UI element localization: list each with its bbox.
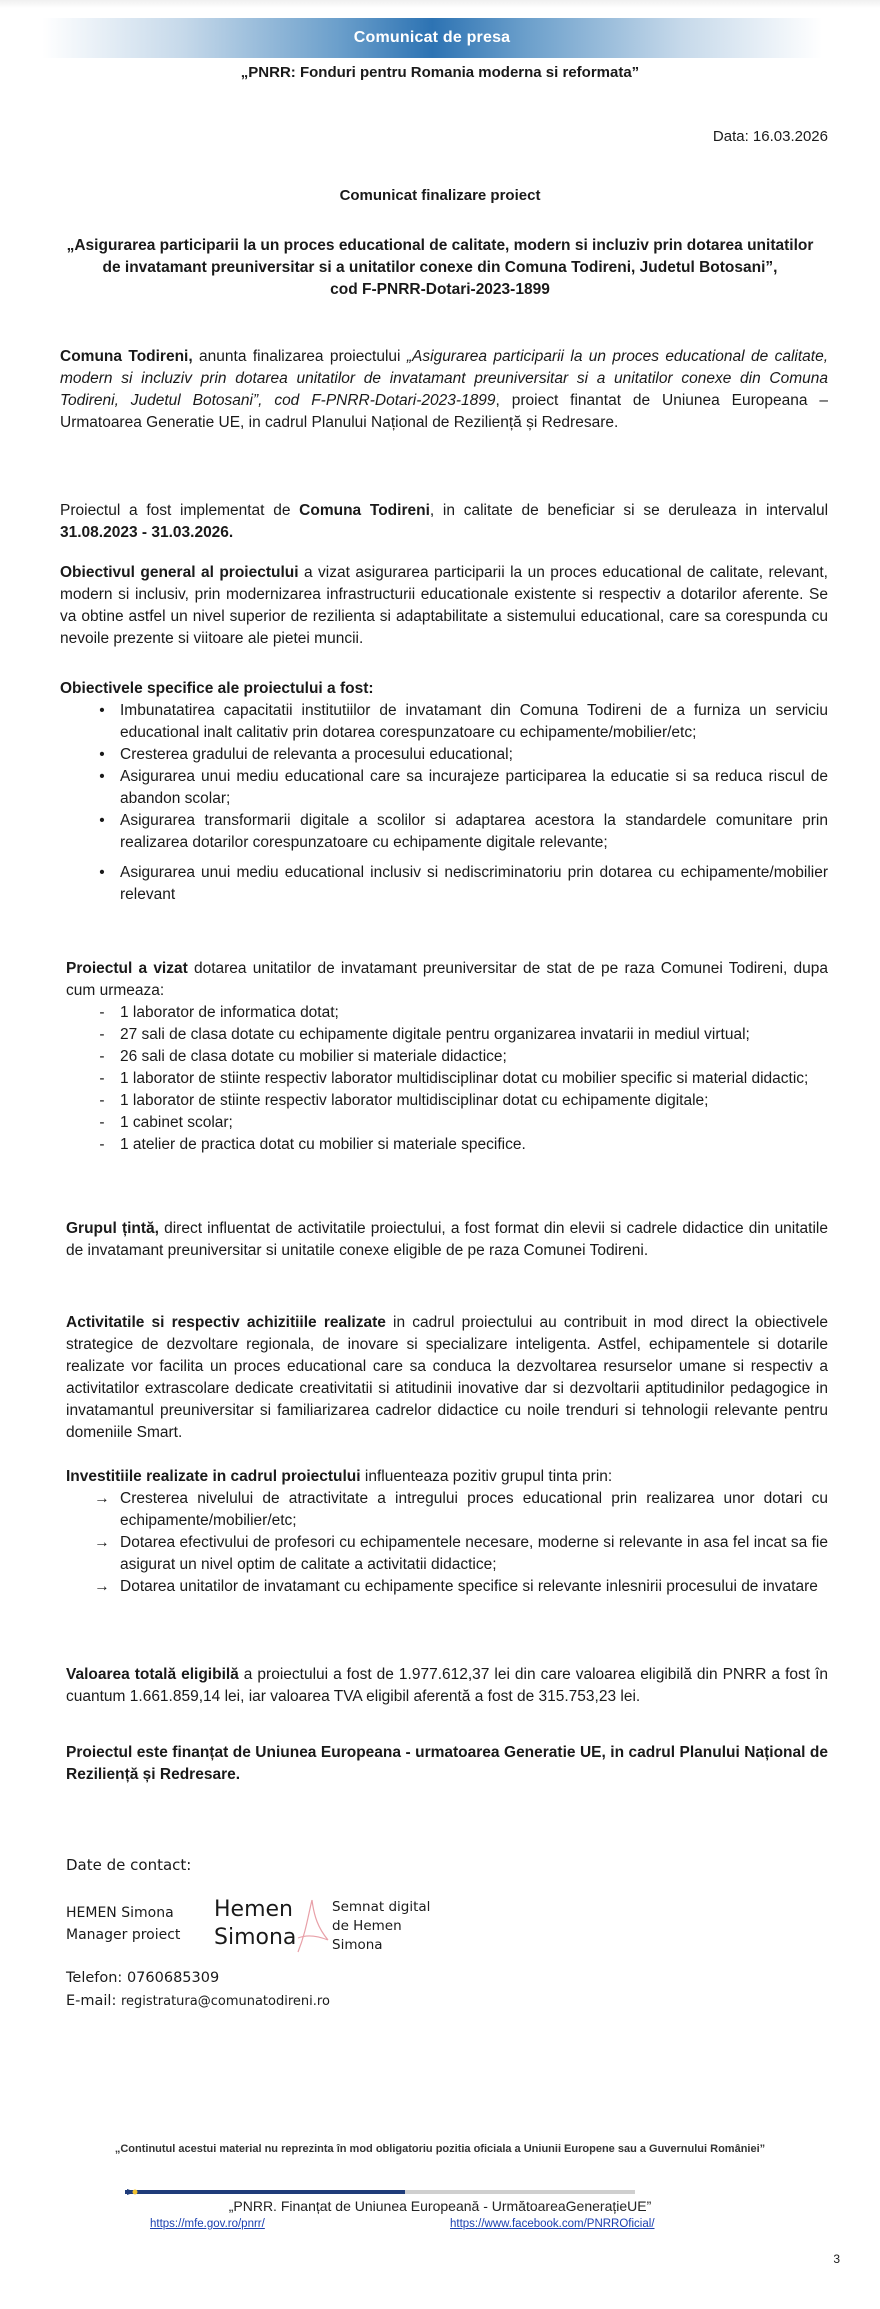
investments-label: Investitiile realizate in cadrul proiectului bbox=[66, 1468, 361, 1485]
page-number: 3 bbox=[833, 2252, 840, 2266]
intro-text-end: , proiect finantat de Uniunea Europeana – Urmatoarea Generatie UE, in cadrul Planului Național de Reziliență și Redresare. bbox=[60, 392, 828, 431]
link-mfe-pnrr[interactable]: https://mfe.gov.ro/pnrr/ bbox=[150, 2218, 265, 2230]
intro-text: anunta finalizarea proiectului bbox=[192, 348, 407, 365]
bullet-icon: • bbox=[99, 746, 105, 763]
list-item bbox=[99, 862, 828, 906]
pnrr-value: 1.661.859,14 lei bbox=[129, 1688, 241, 1705]
list-item bbox=[99, 1090, 828, 1112]
signature-note-line-1: Semnat digital bbox=[332, 1899, 431, 1915]
project-title bbox=[60, 235, 820, 301]
eligible-value-paragraph bbox=[66, 1664, 828, 1708]
list-item bbox=[99, 1002, 828, 1024]
link-facebook-pnrr[interactable]: https://www.facebook.com/PNRROficial/ bbox=[450, 2218, 655, 2230]
implementation-text: Proiectul a fost implementat de bbox=[60, 502, 300, 519]
arrow-right-icon: → bbox=[94, 1578, 110, 1595]
project-targets-text: dotarea unitatilor de invatamant preuniversitar de stat de pe raza Comunei Todireni, dupa cum urmeaza: bbox=[66, 960, 829, 999]
list-item-text: Cresterea nivelului de atractivitate a intregului proces educational prin realizarea unor dotari cu echipamente/mobilier/etc; bbox=[120, 1490, 828, 1529]
list-item-text: Cresterea gradului de relevanta a procesului educational; bbox=[120, 746, 513, 763]
investments-list bbox=[66, 1488, 828, 1598]
arrow-right-icon: → bbox=[94, 1534, 110, 1551]
general-objective-paragraph bbox=[60, 562, 828, 650]
project-targets-list bbox=[66, 1002, 828, 1156]
list-item-text: Imbunatatirea capacitatii institutiilor de invatamant din Comuna Todireni de a furniza un serviciu educational inalt calitativ prin dotarea corespunzatoare cu echipamente/mobilier/etc; bbox=[120, 702, 828, 741]
activities-text: in cadrul proiectului au contribuit in mod direct la obiectivele strategice de dezvoltare regionala, de inovare si specializare inteligenta. Astfel, echipamentele si dotarile realizate vor facilita un proces educational care sa conduca la dezvoltarea resurselor umane si respectiv a activitatilor extrascolare dedicate creativitatii si atitudinii inovative dar si dezvoltarii aptitudinilor pedagogice in invatamantul preuniversitar si familiarizarea cadrelor didactice cu noile trenduri si tehnologii relevante pentru domeniile Smart. bbox=[66, 1314, 828, 1441]
document-heading: Comunicat finalizare proiect bbox=[339, 187, 541, 204]
list-item bbox=[99, 1068, 828, 1090]
list-item bbox=[99, 1046, 828, 1068]
tva-value: 315.753,23 lei bbox=[538, 1688, 636, 1705]
list-item bbox=[99, 766, 828, 810]
signature-name bbox=[214, 1896, 296, 1952]
dash-icon: - bbox=[99, 1092, 105, 1109]
general-objective-text: a vizat asigurarea participarii la un proces educational de calitate, relevant, modern si inclusiv, prin modernizarea infrastructurii educationale existente si respectiv a dotarilor aferente. Se va obtine astfel un nivel superior de rezilienta si adaptabilitate a sistemului educational, care sa corespunda cu nevoile prezente si viitoare ale pietei muncii. bbox=[60, 564, 828, 647]
implementation-text-2: , in calitate de beneficiar si se deruleaza in intervalul bbox=[429, 502, 829, 519]
bullet-icon: • bbox=[99, 864, 105, 881]
list-item bbox=[94, 1576, 828, 1598]
target-group-paragraph bbox=[66, 1218, 828, 1262]
funding-statement bbox=[66, 1742, 828, 1786]
footer-bar bbox=[125, 2190, 635, 2194]
phone-label: Telefon: bbox=[66, 1970, 123, 1986]
eu-star-icon bbox=[127, 2188, 141, 2196]
value-text: a proiectului a fost de bbox=[238, 1666, 399, 1683]
contact-name: HEMEN Simona bbox=[66, 1905, 174, 1921]
footer-bar-blue bbox=[125, 2190, 405, 2194]
value-text-3: , iar valoarea TVA eligibil aferentă a fost de bbox=[240, 1688, 539, 1705]
signature-note-line-2: de Hemen bbox=[332, 1918, 402, 1934]
list-item-text: 1 cabinet scolar; bbox=[120, 1114, 233, 1131]
list-item bbox=[99, 1112, 828, 1134]
contact-person bbox=[66, 1902, 180, 1946]
total-value: 1.977.612,37 lei bbox=[398, 1666, 510, 1683]
value-text-4: . bbox=[635, 1688, 641, 1705]
bullet-icon: • bbox=[99, 702, 105, 719]
signature-note-line-3: Simona bbox=[332, 1937, 383, 1953]
phone-value: 0760685309 bbox=[126, 1970, 220, 1986]
list-item-text: Asigurarea unui mediu educational inclusiv si nediscriminatoriu prin dotarea cu echipamente/mobilier relevant bbox=[120, 864, 828, 903]
target-group-text: direct influentat de activitatile proiectului, a fost format din elevii si cadrele didactice din unitatile de invatamant preuniversitar si unitatile conexe eligible de pe raza Comunei Todireni. bbox=[66, 1220, 828, 1259]
contact-label: Date de contact: bbox=[66, 1856, 192, 1874]
activities-paragraph bbox=[66, 1312, 828, 1444]
contact-role: Manager proiect bbox=[66, 1927, 181, 1943]
top-shadow bbox=[0, 0, 880, 8]
list-item-text: 27 sali de clasa dotate cu echipamente digitale pentru organizarea invatarii in mediul virtual; bbox=[120, 1026, 750, 1043]
footer-disclaimer: „Continutul acestui material nu reprezinta în mod obligatoriu pozitia oficiala a Uniunii Europene sau a Guvernului României” bbox=[114, 2143, 766, 2155]
list-item bbox=[99, 744, 828, 766]
list-item-text: 1 atelier de practica dotat cu mobilier si materiale specifice. bbox=[120, 1136, 526, 1153]
dash-icon: - bbox=[99, 1114, 105, 1131]
date-label: Data: bbox=[712, 128, 749, 145]
dash-icon: - bbox=[99, 1070, 105, 1087]
signature-name-line-2: Simona bbox=[214, 1925, 297, 1950]
document-date bbox=[713, 128, 828, 145]
project-targets-label: Proiectul a vizat bbox=[66, 960, 188, 977]
specific-objectives-list bbox=[60, 700, 828, 906]
list-item-text: Dotarea efectivului de profesori cu echipamentele necesare, moderne si relevante in asa fel incat sa fie asigurat un nivel optim de calitate a activitatii didactice; bbox=[120, 1534, 828, 1573]
date-value: 16.03.2026 bbox=[752, 128, 828, 145]
list-item-text: 26 sali de clasa dotate cu mobilier si materiale didactice; bbox=[120, 1048, 507, 1065]
signature-name-line-1: Hemen bbox=[214, 1897, 293, 1922]
digital-signature-icon bbox=[292, 1898, 332, 1956]
project-targets-section bbox=[66, 958, 828, 1156]
list-item bbox=[99, 1134, 828, 1156]
implementation-beneficiary: Comuna Todireni bbox=[299, 502, 430, 519]
project-title-text: „Asigurarea participarii la un proces educational de calitate, modern si incluziv prin dotarea unitatilor de invatamant preuniversitar si a unitatilor conexe din Comuna Todireni, Judetul Botosani”, bbox=[66, 237, 814, 276]
target-group-label: Grupul țintă, bbox=[66, 1220, 159, 1237]
dash-icon: - bbox=[99, 1048, 105, 1065]
dash-icon: - bbox=[99, 1136, 105, 1153]
project-code: cod F-PNRR-Dotari-2023-1899 bbox=[330, 281, 550, 298]
list-item bbox=[94, 1488, 828, 1532]
dash-icon: - bbox=[99, 1026, 105, 1043]
intro-beneficiary: Comuna Todireni, bbox=[60, 348, 193, 365]
eligible-value-label: Valoarea totală eligibilă bbox=[66, 1666, 239, 1683]
digital-signature-note bbox=[332, 1898, 430, 1955]
list-item bbox=[99, 1024, 828, 1046]
specific-objectives-section bbox=[60, 678, 828, 906]
funding-text: Proiectul este finanțat de Uniunea Europeana - urmatoarea Generatie UE, in cadrul Planului Național de Reziliență și Redresare. bbox=[66, 1744, 828, 1783]
arrow-right-icon: → bbox=[94, 1490, 110, 1507]
bullet-icon: • bbox=[99, 768, 105, 785]
footer-pnrr-line: „PNRR. Finanțat de Uniunea Europeană - UrmătoareaGenerațieUE” bbox=[228, 2198, 652, 2214]
bullet-icon: • bbox=[99, 812, 105, 829]
investments-section bbox=[66, 1466, 828, 1598]
activities-label: Activitatile si respectiv achizitiile realizate bbox=[66, 1314, 386, 1331]
list-item-text: Asigurarea transformarii digitale a scolilor si adaptarea acestora la standardele comunitare prin realizarea dotarilor corespunzatoare cu echipamente digitale relevante; bbox=[120, 812, 828, 851]
general-objective-label: Obiectivul general al proiectului bbox=[60, 564, 299, 581]
list-item-text: 1 laborator de informatica dotat; bbox=[120, 1004, 339, 1021]
list-item-text: Asigurarea unui mediu educational care sa incurajeze participarea la educatie si sa reduca riscul de abandon scolar; bbox=[120, 768, 828, 807]
list-item bbox=[99, 700, 828, 744]
value-text-2: din care valoarea eligibilă din PNRR a fost în cuantum bbox=[66, 1666, 828, 1705]
intro-project-name: „Asigurarea participarii la un proces educational de calitate, modern si incluziv prin dotarea unitatilor de invatamant preuniversitar si a unitatilor conexe din Comuna Todireni, Judetul Botosani”, cod F-PNRR-Dotari-2023-1899 bbox=[60, 348, 829, 409]
list-item-text: 1 laborator de stiinte respectiv laborator multidisciplinar dotat cu mobilier specific si material didactic; bbox=[120, 1070, 809, 1087]
header-banner bbox=[42, 18, 822, 58]
list-item-text: Dotarea unitatilor de invatamant cu echipamente specifice si relevante inlesnirii procesului de invatare bbox=[120, 1578, 818, 1595]
email-value: registratura@comunatodireni.ro bbox=[120, 1994, 330, 2009]
list-item bbox=[94, 1532, 828, 1576]
investments-text: influenteaza pozitiv grupul tinta prin: bbox=[360, 1468, 613, 1485]
contact-email bbox=[66, 1993, 330, 2009]
implementation-paragraph bbox=[60, 500, 828, 544]
intro-paragraph bbox=[60, 346, 828, 434]
email-label: E-mail: bbox=[66, 1993, 117, 2009]
contact-phone bbox=[66, 1970, 219, 1986]
list-item-text: 1 laborator de stiinte respectiv laborator multidisciplinar dotat cu echipamente digitale; bbox=[120, 1092, 709, 1109]
slogan-subtitle: „PNRR: Fonduri pentru Romania moderna si reformata” bbox=[240, 64, 640, 81]
banner-title: Comunicat de presa bbox=[353, 29, 511, 46]
implementation-interval: 31.08.2023 - 31.03.2026. bbox=[60, 524, 234, 541]
dash-icon: - bbox=[99, 1004, 105, 1021]
list-item bbox=[99, 810, 828, 854]
specific-objectives-label: Obiectivele specifice ale proiectului a fost: bbox=[60, 680, 374, 697]
